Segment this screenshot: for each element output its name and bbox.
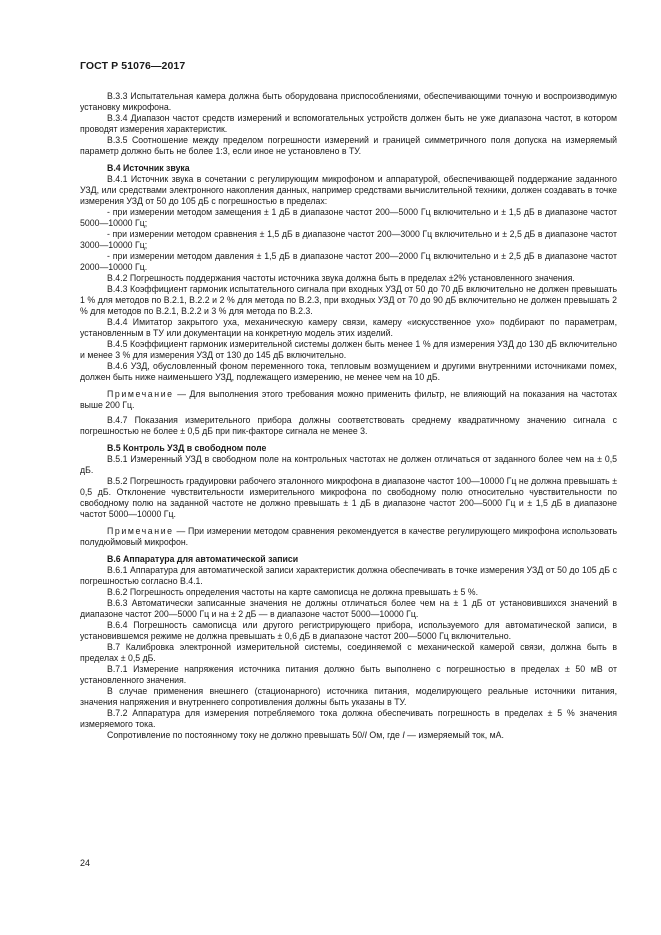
paragraph-b42: В.4.2 Погрешность поддержания частоты источника звука должна быть в пределах ±2% установленного значения. (107, 273, 575, 283)
note-2-text: — При измерении методом сравнения рекомендуется в качестве регулирующего микрофона использовать полудюймовый микрофон. (80, 526, 617, 547)
resistance-text-end: — измеряемый ток, мА. (404, 730, 504, 740)
section-heading-b6: В.6 Аппаратура для автоматической записи (107, 554, 299, 564)
paragraph-b33: В.3.3 Испытательная камера должна быть оборудована приспособлениями, обеспечивающими точную и воспроизводимую установку микрофона. (80, 91, 617, 112)
section-heading-b5: В.5 Контроль УЗД в свободном поле (107, 443, 267, 453)
paragraph-b64: В.6.4 Погрешность самописца или другого регистрирующего прибора, используемого для автоматической записи, в установившемся режиме не должна превышать ± 0,6 дБ в диапазоне частот 200—5000 Гц включительно. (80, 620, 617, 641)
paragraph-b34: В.3.4 Диапазон частот средств измерений и вспомогательных устройств должен быть не уже диапазона частот, в котором проводят измерения характеристик. (80, 113, 617, 134)
paragraph-b46: В.4.6 УЗД, обусловленный фоном переменного тока, тепловым возмущением и другими внутренними источниками помех, должен быть ниже наименьшего УЗД, подлежащего измерению, не менее чем на 10 дБ. (80, 361, 617, 382)
document-header: ГОСТ Р 51076—2017 (80, 60, 186, 72)
paragraph-b52: В.5.2 Погрешность градуировки рабочего эталонного микрофона в диапазоне частот 100—10000 Гц не должна превышать ± 0,5 дБ. Отклонение чувствительности измерительного микрофона по свободному полю относительно чувствительности по свободному полю на заданной частоте не должно превышать ± 1 дБ в диапазоне частот 200—5000 Гц и ± 1,5 дБ в диапазоне частот 5000—10000 Гц. (80, 476, 617, 519)
paragraph-b63: В.6.3 Автоматически записанные значения не должны отличаться более чем на ± 1 дБ от установившихся значений в диапазоне частот 200—5000 Гц и на ± 2 дБ — в диапазоне частот 5000—10000 Гц. (80, 598, 617, 619)
paragraph-b61: В.6.1 Аппаратура для автоматической записи характеристик должна обеспечивать в точке измерения УЗД от 50 до 105 дБ с погрешностью согласно В.4.1. (80, 565, 617, 586)
paragraph-b35: В.3.5 Соотношение между пределом погрешности измерений и границей симметричного поля допуска на измеряемый параметр должно быть не более 1:3, если иное не установлено в ТУ. (80, 135, 617, 156)
current-variable: I (364, 730, 367, 740)
page-number: 24 (80, 858, 91, 868)
resistance-text-start: Сопротивление по постоянному току не должно превышать 50/ (107, 730, 365, 740)
paragraph-b71: В.7.1 Измерение напряжения источника питания должно быть выполнено с погрешностью в пределах ± 50 мВ от установленного значения. (80, 664, 617, 685)
note-1 (80, 389, 617, 411)
paragraph-b45: В.4.5 Коэффициент гармоник измерительной системы должен быть менее 1 % для измерения УЗД до 130 дБ включительно и менее 3 % для измерения УЗД от 130 до 145 дБ включительно. (80, 339, 617, 360)
paragraph-b44: В.4.4 Имитатор закрытого уха, механическую камеру связи, камеру «искусственное ухо» подбирают по параметрам, установленным в ТУ или документации на конкретную модель этих изделий. (80, 317, 617, 338)
paragraph-b43: В.4.3 Коэффициент гармоник испытательного сигнала при входных УЗД от 50 до 70 дБ включительно не должен превышать 1 % для методов по В.2.1, В.2.2 и 2 % для метода по В.2.3, при входных УЗД от 70 до 90 дБ включительно не должен превышать 2 % для методов по В.2.1, В.2.2 и 3 % для метода по В.2.3. (80, 284, 617, 316)
paragraph-b51: В.5.1 Измеренный УЗД в свободном поле на контрольных частотах не должен отличаться от заданного более чем на ± 0,5 дБ. (80, 454, 617, 475)
list-item-substitution: - при измерении методом замещения ± 1 дБ в диапазоне частот 200—5000 Гц включительно и ± 1,5 дБ в диапазоне частот 5000—10000 Гц; (80, 207, 617, 228)
paragraph-b71-external-supply: В случае применения внешнего (стационарного) источника питания, моделирующего реальные источники питания, значения напряжения и внутреннего сопротивления должны быть указаны в ТУ. (80, 686, 617, 707)
note-1-label: Примечание (107, 389, 174, 399)
paragraph-b62: В.6.2 Погрешность определения частоты на карте самописца не должна превышать ± 5 %. (107, 587, 478, 597)
list-item-comparison: - при измерении методом сравнения ± 1,5 дБ в диапазоне частот 200—3000 Гц включительно и ± 2,5 дБ в диапазоне частот 3000—10000 Гц; (80, 229, 617, 250)
note-2 (80, 526, 617, 548)
paragraph-b47: В.4.7 Показания измерительного прибора должны соответствовать среднему квадратичному значению сигнала с погрешностью не более ± 0,5 дБ при пик-факторе сигнала не менее 3. (80, 415, 617, 436)
note-1-text: — Для выполнения этого требования можно применить фильтр, не влияющий на показания на частотах выше 200 Гц. (80, 389, 617, 410)
note-2-label: Примечание (107, 526, 174, 536)
list-item-pressure: - при измерении методом давления ± 1,5 дБ в диапазоне частот 200—2000 Гц включительно и ± 2,5 дБ в диапазоне частот 2000—10000 Гц. (80, 251, 617, 272)
paragraph-b7: В.7 Калибровка электронной измерительной системы, соединяемой с механической камерой связи, должна быть в пределах ± 0,5 дБ. (80, 642, 617, 663)
document-body (80, 91, 617, 741)
current-variable: I (402, 730, 405, 740)
paragraph-b41: В.4.1 Источник звука в сочетании с регулирующим микрофоном и аппаратурой, обеспечивающей поддержание заданного УЗД, или средствами электронного накопления данных, например средствами вычислительной техники, должен создавать в точке измерения УЗД от 50 до 105 дБ с погрешностью в пределах: (80, 174, 617, 206)
resistance-text-mid: Ом, где (366, 730, 403, 740)
section-heading-b4: В.4 Источник звука (107, 163, 190, 173)
paragraph-b72-resistance (80, 730, 617, 741)
paragraph-b72: В.7.2 Аппаратура для измерения потребляемого тока должна обеспечивать погрешность в пределах ± 5 % значения измеряемого тока. (80, 708, 617, 729)
